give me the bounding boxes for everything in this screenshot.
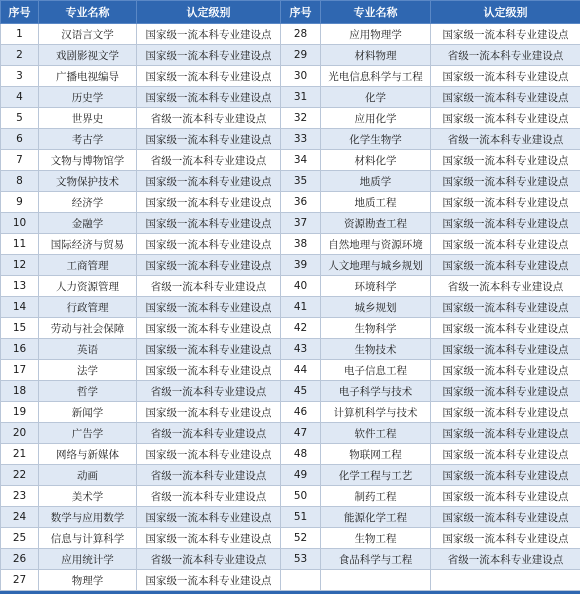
index-cell: 46: [281, 402, 321, 423]
index-cell: 18: [1, 381, 39, 402]
major-name-cell: 戏剧影视文学: [39, 45, 137, 66]
major-name-cell: 计算机科学与技术: [321, 402, 431, 423]
level-cell: 省级一流本科专业建设点: [431, 276, 580, 297]
table-row: [1, 234, 580, 255]
level-cell: 国家级一流本科专业建设点: [431, 486, 580, 507]
level-cell: 国家级一流本科专业建设点: [431, 318, 580, 339]
level-cell: 省级一流本科专业建设点: [137, 549, 281, 570]
index-cell: 39: [281, 255, 321, 276]
index-cell: 33: [281, 129, 321, 150]
index-cell: 7: [1, 150, 39, 171]
index-cell: 30: [281, 66, 321, 87]
level-cell: 省级一流本科专业建设点: [137, 108, 281, 129]
major-name-cell: 人力资源管理: [39, 276, 137, 297]
table-header: [1, 1, 580, 24]
level-cell: 国家级一流本科专业建设点: [431, 423, 580, 444]
index-cell: 2: [1, 45, 39, 66]
bottom-bar: [0, 591, 580, 594]
table-row: [1, 150, 580, 171]
header-row: [1, 1, 580, 24]
index-cell: 14: [1, 297, 39, 318]
level-cell: 国家级一流本科专业建设点: [431, 234, 580, 255]
level-cell: 国家级一流本科专业建设点: [431, 507, 580, 528]
level-cell: 国家级一流本科专业建设点: [431, 213, 580, 234]
major-name-cell: 行政管理: [39, 297, 137, 318]
major-name-cell: 物联网工程: [321, 444, 431, 465]
major-name-cell: 化学生物学: [321, 129, 431, 150]
index-cell: 19: [1, 402, 39, 423]
table-row: [1, 444, 580, 465]
major-name-cell: 化学工程与工艺: [321, 465, 431, 486]
level-cell: 国家级一流本科专业建设点: [431, 360, 580, 381]
level-cell: 国家级一流本科专业建设点: [431, 171, 580, 192]
major-name-cell: 化学: [321, 87, 431, 108]
index-cell: 6: [1, 129, 39, 150]
level-cell: 国家级一流本科专业建设点: [137, 213, 281, 234]
index-cell: 51: [281, 507, 321, 528]
level-cell: 省级一流本科专业建设点: [137, 423, 281, 444]
index-cell: 1: [1, 24, 39, 45]
header-level: 认定级别: [137, 1, 281, 24]
major-name-cell: 资源勘查工程: [321, 213, 431, 234]
major-name-cell: 经济学: [39, 192, 137, 213]
index-cell: 38: [281, 234, 321, 255]
index-cell: 17: [1, 360, 39, 381]
table-row: [1, 360, 580, 381]
level-cell: 国家级一流本科专业建设点: [431, 87, 580, 108]
major-name-cell: 自然地理与资源环境: [321, 234, 431, 255]
index-cell: 47: [281, 423, 321, 444]
index-cell: 16: [1, 339, 39, 360]
major-name-cell: [321, 570, 431, 591]
level-cell: 省级一流本科专业建设点: [137, 381, 281, 402]
index-cell: 41: [281, 297, 321, 318]
index-cell: 48: [281, 444, 321, 465]
level-cell: 省级一流本科专业建设点: [431, 129, 580, 150]
major-name-cell: 光电信息科学与工程: [321, 66, 431, 87]
index-cell: 15: [1, 318, 39, 339]
level-cell: 国家级一流本科专业建设点: [431, 192, 580, 213]
index-cell: 24: [1, 507, 39, 528]
major-name-cell: 环境科学: [321, 276, 431, 297]
level-cell: 国家级一流本科专业建设点: [137, 255, 281, 276]
major-name-cell: 应用统计学: [39, 549, 137, 570]
level-cell: 国家级一流本科专业建设点: [137, 570, 281, 591]
index-cell: 26: [1, 549, 39, 570]
level-cell: 国家级一流本科专业建设点: [137, 66, 281, 87]
table-row: [1, 24, 580, 45]
index-cell: 53: [281, 549, 321, 570]
level-cell: 国家级一流本科专业建设点: [137, 87, 281, 108]
index-cell: 23: [1, 486, 39, 507]
major-name-cell: 文物保护技术: [39, 171, 137, 192]
major-name-cell: 电子信息工程: [321, 360, 431, 381]
level-cell: 国家级一流本科专业建设点: [137, 24, 281, 45]
major-name-cell: 历史学: [39, 87, 137, 108]
major-name-cell: 汉语言文学: [39, 24, 137, 45]
index-cell: 44: [281, 360, 321, 381]
level-cell: 国家级一流本科专业建设点: [431, 381, 580, 402]
major-name-cell: 生物工程: [321, 528, 431, 549]
index-cell: 49: [281, 465, 321, 486]
major-name-cell: 世界史: [39, 108, 137, 129]
table-row: [1, 507, 580, 528]
table-row: [1, 129, 580, 150]
header-index: 序号: [1, 1, 39, 24]
level-cell: 国家级一流本科专业建设点: [137, 192, 281, 213]
table-row: [1, 318, 580, 339]
header-level: 认定级别: [431, 1, 580, 24]
major-name-cell: 地质学: [321, 171, 431, 192]
index-cell: 28: [281, 24, 321, 45]
major-name-cell: 哲学: [39, 381, 137, 402]
index-cell: 11: [1, 234, 39, 255]
index-cell: 52: [281, 528, 321, 549]
major-name-cell: 美术学: [39, 486, 137, 507]
level-cell: [431, 570, 580, 591]
level-cell: 国家级一流本科专业建设点: [137, 45, 281, 66]
major-name-cell: 制药工程: [321, 486, 431, 507]
index-cell: 13: [1, 276, 39, 297]
index-cell: 43: [281, 339, 321, 360]
index-cell: [281, 570, 321, 591]
table-row: [1, 45, 580, 66]
level-cell: 国家级一流本科专业建设点: [431, 108, 580, 129]
level-cell: 国家级一流本科专业建设点: [431, 528, 580, 549]
index-cell: 29: [281, 45, 321, 66]
level-cell: 国家级一流本科专业建设点: [137, 318, 281, 339]
table-row: [1, 381, 580, 402]
table-row: [1, 423, 580, 444]
major-name-cell: 广告学: [39, 423, 137, 444]
table-row: [1, 528, 580, 549]
major-name-cell: 应用化学: [321, 108, 431, 129]
level-cell: 国家级一流本科专业建设点: [431, 255, 580, 276]
index-cell: 31: [281, 87, 321, 108]
header-major-name: 专业名称: [321, 1, 431, 24]
level-cell: 省级一流本科专业建设点: [137, 486, 281, 507]
table-row: [1, 108, 580, 129]
level-cell: 国家级一流本科专业建设点: [431, 66, 580, 87]
major-name-cell: 食品科学与工程: [321, 549, 431, 570]
level-cell: 省级一流本科专业建设点: [431, 549, 580, 570]
level-cell: 国家级一流本科专业建设点: [137, 234, 281, 255]
table-row: [1, 171, 580, 192]
index-cell: 40: [281, 276, 321, 297]
table-row: [1, 255, 580, 276]
level-cell: 国家级一流本科专业建设点: [431, 465, 580, 486]
level-cell: 国家级一流本科专业建设点: [431, 402, 580, 423]
index-cell: 10: [1, 213, 39, 234]
major-name-cell: 应用物理学: [321, 24, 431, 45]
header-major-name: 专业名称: [39, 1, 137, 24]
major-name-cell: 人文地理与城乡规划: [321, 255, 431, 276]
major-name-cell: 地质工程: [321, 192, 431, 213]
index-cell: 35: [281, 171, 321, 192]
level-cell: 国家级一流本科专业建设点: [137, 402, 281, 423]
index-cell: 8: [1, 171, 39, 192]
level-cell: 国家级一流本科专业建设点: [431, 297, 580, 318]
index-cell: 5: [1, 108, 39, 129]
header-index: 序号: [281, 1, 321, 24]
major-name-cell: 生物科学: [321, 318, 431, 339]
index-cell: 32: [281, 108, 321, 129]
index-cell: 9: [1, 192, 39, 213]
table-row: [1, 66, 580, 87]
level-cell: 国家级一流本科专业建设点: [137, 129, 281, 150]
level-cell: 国家级一流本科专业建设点: [137, 360, 281, 381]
index-cell: 22: [1, 465, 39, 486]
table-row: [1, 465, 580, 486]
major-name-cell: 城乡规划: [321, 297, 431, 318]
table-row: [1, 549, 580, 570]
index-cell: 25: [1, 528, 39, 549]
level-cell: 省级一流本科专业建设点: [137, 276, 281, 297]
major-name-cell: 新闻学: [39, 402, 137, 423]
major-name-cell: 材料化学: [321, 150, 431, 171]
major-name-cell: 软件工程: [321, 423, 431, 444]
major-name-cell: 物理学: [39, 570, 137, 591]
table-row: [1, 213, 580, 234]
table-row: [1, 87, 580, 108]
major-name-cell: 数学与应用数学: [39, 507, 137, 528]
major-name-cell: 英语: [39, 339, 137, 360]
table-row: [1, 402, 580, 423]
major-name-cell: 工商管理: [39, 255, 137, 276]
level-cell: 国家级一流本科专业建设点: [431, 24, 580, 45]
major-name-cell: 材料物理: [321, 45, 431, 66]
major-name-cell: 考古学: [39, 129, 137, 150]
major-name-cell: 国际经济与贸易: [39, 234, 137, 255]
index-cell: 27: [1, 570, 39, 591]
index-cell: 37: [281, 213, 321, 234]
index-cell: 12: [1, 255, 39, 276]
major-name-cell: 文物与博物馆学: [39, 150, 137, 171]
level-cell: 国家级一流本科专业建设点: [137, 507, 281, 528]
level-cell: 国家级一流本科专业建设点: [137, 444, 281, 465]
level-cell: 省级一流本科专业建设点: [137, 465, 281, 486]
major-name-cell: 电子科学与技术: [321, 381, 431, 402]
index-cell: 4: [1, 87, 39, 108]
major-name-cell: 生物技术: [321, 339, 431, 360]
level-cell: 国家级一流本科专业建设点: [137, 171, 281, 192]
index-cell: 3: [1, 66, 39, 87]
major-name-cell: 广播电视编导: [39, 66, 137, 87]
table-row: [1, 570, 580, 591]
level-cell: 国家级一流本科专业建设点: [137, 528, 281, 549]
table-row: [1, 276, 580, 297]
major-name-cell: 信息与计算科学: [39, 528, 137, 549]
index-cell: 42: [281, 318, 321, 339]
major-name-cell: 法学: [39, 360, 137, 381]
index-cell: 50: [281, 486, 321, 507]
level-cell: 国家级一流本科专业建设点: [431, 339, 580, 360]
index-cell: 34: [281, 150, 321, 171]
table-row: [1, 297, 580, 318]
table-row: [1, 486, 580, 507]
table-row: [1, 339, 580, 360]
index-cell: 21: [1, 444, 39, 465]
index-cell: 36: [281, 192, 321, 213]
level-cell: 省级一流本科专业建设点: [137, 150, 281, 171]
level-cell: 国家级一流本科专业建设点: [137, 297, 281, 318]
major-name-cell: 网络与新媒体: [39, 444, 137, 465]
major-name-cell: 劳动与社会保障: [39, 318, 137, 339]
level-cell: 国家级一流本科专业建设点: [431, 444, 580, 465]
major-name-cell: 动画: [39, 465, 137, 486]
index-cell: 45: [281, 381, 321, 402]
level-cell: 省级一流本科专业建设点: [431, 45, 580, 66]
index-cell: 20: [1, 423, 39, 444]
major-name-cell: 能源化学工程: [321, 507, 431, 528]
level-cell: 国家级一流本科专业建设点: [137, 339, 281, 360]
major-name-cell: 金融学: [39, 213, 137, 234]
table-body: [1, 24, 580, 591]
level-cell: 国家级一流本科专业建设点: [431, 150, 580, 171]
table-row: [1, 192, 580, 213]
